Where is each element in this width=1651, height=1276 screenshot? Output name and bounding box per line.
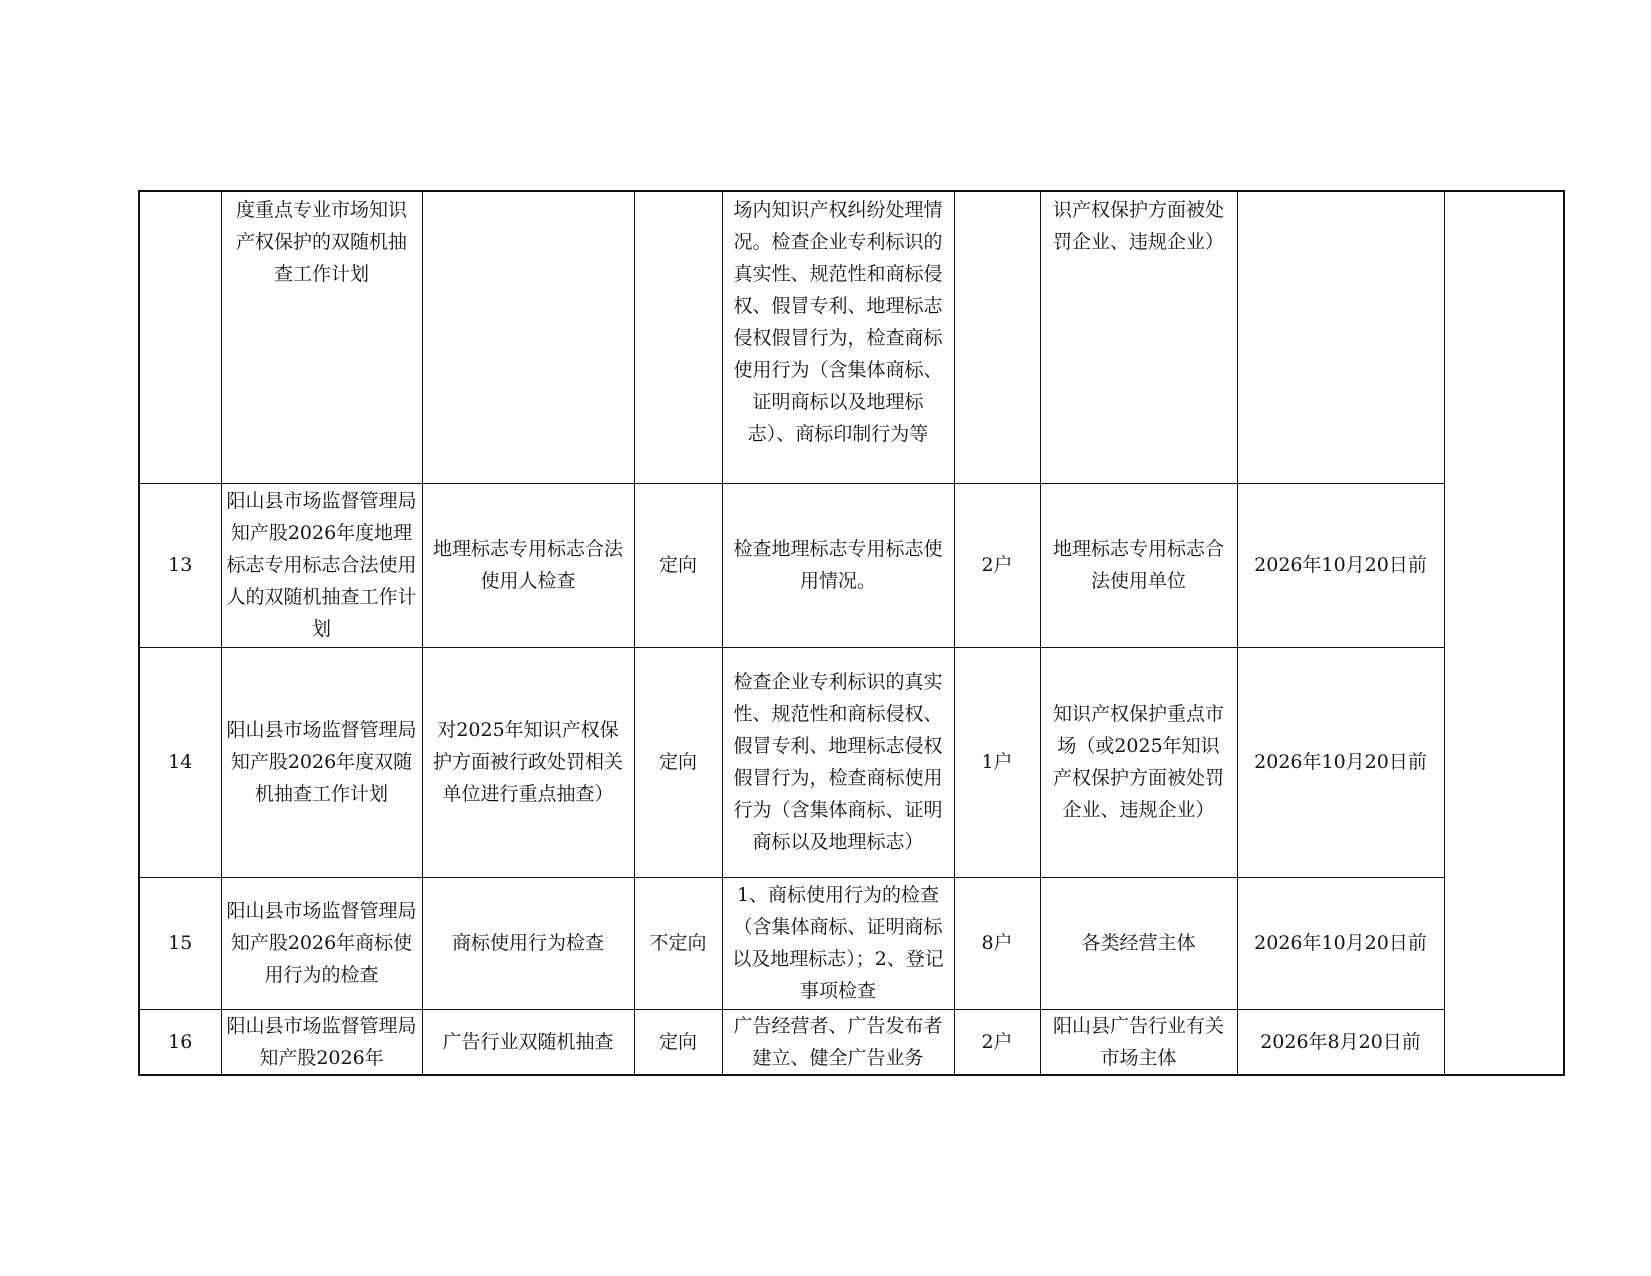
task-name-cell: 对2025年知识产权保护方面被行政处罚相关单位进行重点抽查） — [422, 647, 634, 877]
row-number-cell: 16 — [139, 1009, 221, 1075]
plan-name-cell: 阳山县市场监督管理局知产股2026年 — [221, 1009, 422, 1075]
inspection-count-cell — [954, 191, 1040, 483]
inspection-content-cell: 检查地理标志专用标志使用情况。 — [722, 483, 954, 647]
plan-name-cell: 阳山县市场监督管理局知产股2026年商标使用行为的检查 — [221, 877, 422, 1009]
inspection-content-cell: 场内知识产权纠纷处理情况。检查企业专利标识的真实性、规范性和商标侵权、假冒专利、地理标志侵权假冒行为，检查商标使用行为（含集体商标、证明商标以及地理标志）、商标印制行为等 — [722, 191, 954, 483]
row-number-cell: 15 — [139, 877, 221, 1009]
table-row — [139, 1009, 1564, 1075]
inspection-content-cell: 1、商标使用行为的检查（含集体商标、证明商标以及地理标志）；2、登记事项检查 — [722, 877, 954, 1009]
deadline-cell: 2026年10月20日前 — [1237, 647, 1444, 877]
deadline-cell — [1237, 191, 1444, 483]
deadline-cell: 2026年8月20日前 — [1237, 1009, 1444, 1075]
task-name-cell — [422, 191, 634, 483]
inspection-target-cell: 地理标志专用标志合法使用单位 — [1040, 483, 1237, 647]
deadline-cell: 2026年10月20日前 — [1237, 483, 1444, 647]
table-row — [139, 191, 1564, 483]
inspection-count-cell: 1户 — [954, 647, 1040, 877]
inspection-content-cell: 广告经营者、广告发布者建立、健全广告业务 — [722, 1009, 954, 1075]
row-number-cell: 14 — [139, 647, 221, 877]
row-number-cell: 13 — [139, 483, 221, 647]
deadline-cell: 2026年10月20日前 — [1237, 877, 1444, 1009]
remark-cell — [1444, 191, 1564, 1075]
inspection-target-cell: 知识产权保护重点市场（或2025年知识产权保护方面被处罚企业、违规企业） — [1040, 647, 1237, 877]
task-name-cell: 地理标志专用标志合法使用人检查 — [422, 483, 634, 647]
task-name-cell: 广告行业双随机抽查 — [422, 1009, 634, 1075]
row-number-cell — [139, 191, 221, 483]
inspection-type-cell: 定向 — [634, 647, 722, 877]
inspection-target-cell: 各类经营主体 — [1040, 877, 1237, 1009]
task-name-cell: 商标使用行为检查 — [422, 877, 634, 1009]
inspection-target-cell: 识产权保护方面被处罚企业、违规企业） — [1040, 191, 1237, 483]
inspection-count-cell: 8户 — [954, 877, 1040, 1009]
inspection-count-cell: 2户 — [954, 1009, 1040, 1075]
plan-name-cell: 阳山县市场监督管理局知产股2026年度双随机抽查工作计划 — [221, 647, 422, 877]
table-row — [139, 877, 1564, 1009]
inspection-count-cell: 2户 — [954, 483, 1040, 647]
inspection-type-cell: 定向 — [634, 483, 722, 647]
inspection-type-cell: 定向 — [634, 1009, 722, 1075]
plan-name-cell: 度重点专业市场知识产权保护的双随机抽查工作计划 — [221, 191, 422, 483]
plan-name-cell: 阳山县市场监督管理局知产股2026年度地理标志专用标志合法使用人的双随机抽查工作计划 — [221, 483, 422, 647]
inspection-content-cell: 检查企业专利标识的真实性、规范性和商标侵权、假冒专利、地理标志侵权假冒行为，检查商标使用行为（含集体商标、证明商标以及地理标志） — [722, 647, 954, 877]
inspection-type-cell: 不定向 — [634, 877, 722, 1009]
inspection-type-cell — [634, 191, 722, 483]
table-row — [139, 483, 1564, 647]
inspection-target-cell: 阳山县广告行业有关市场主体 — [1040, 1009, 1237, 1075]
table-row — [139, 647, 1564, 877]
inspection-plan-table — [138, 190, 1565, 1076]
